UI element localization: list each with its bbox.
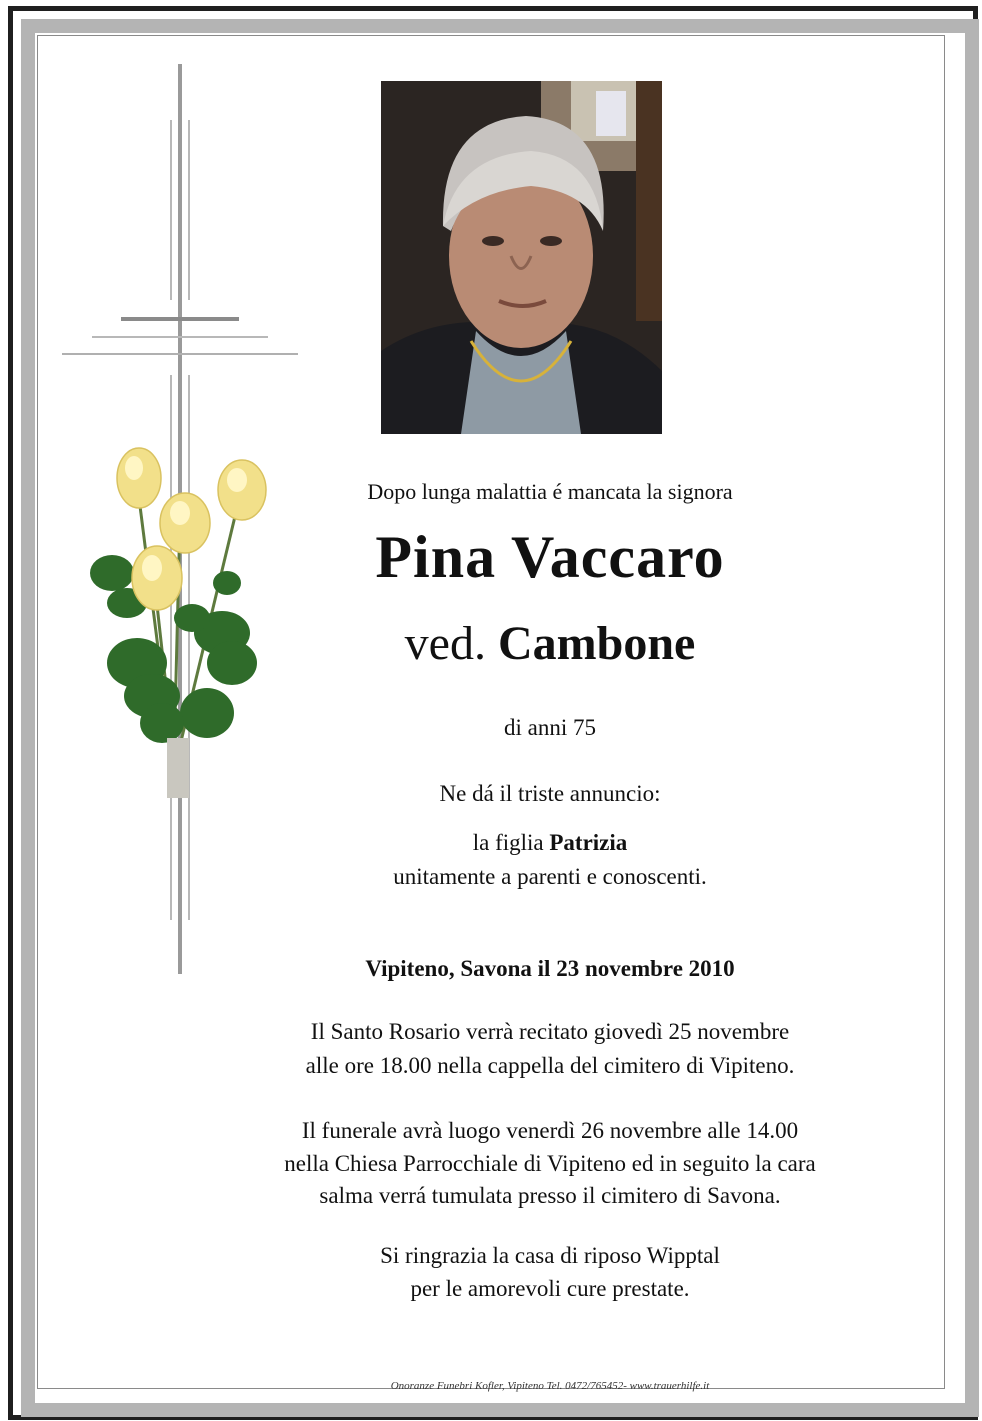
intro-line: Dopo lunga malattia é mancata la signora	[367, 479, 733, 504]
age-line: di anni 75	[504, 715, 596, 740]
portrait-photo	[381, 81, 662, 434]
announce-line: Ne dá il triste annuncio:	[439, 781, 661, 806]
relatives-line: unitamente a parenti e conoscenti.	[393, 864, 707, 889]
widow-line	[140, 616, 960, 671]
daughter-line	[140, 830, 960, 856]
deceased-name: Pina Vaccaro	[375, 524, 725, 590]
place-date: Vipiteno, Savona il 23 novembre 2010	[365, 956, 735, 981]
thanks-line-2: per le amorevoli cure prestate.	[410, 1276, 690, 1301]
widow-surname: Cambone	[497, 617, 696, 670]
footer-credit: Onoranze Funebri Kofler, Vipiteno Tel. 0472/765452- www.trauerhilfe.it	[390, 1380, 710, 1392]
widow-prefix: ved.	[404, 617, 486, 670]
daughter-name: Patrizia	[549, 830, 628, 855]
funeral-line-3: salma verrá tumulata presso il cimitero di Savona.	[319, 1183, 781, 1208]
thanks-line-1: Si ringrazia la casa di riposo Wipptal	[380, 1243, 720, 1268]
rosary-line-1: Il Santo Rosario verrà recitato giovedì 25 novembre	[310, 1019, 790, 1044]
daughter-prefix: la figlia	[472, 830, 544, 855]
rosary-line-2: alle ore 18.00 nella cappella del cimitero di Vipiteno.	[305, 1053, 795, 1078]
funeral-line-1: Il funerale avrà luogo venerdì 26 novembre alle 14.00	[301, 1118, 799, 1143]
funeral-line-2: nella Chiesa Parrocchiale di Vipiteno ed in seguito la cara	[284, 1151, 816, 1176]
